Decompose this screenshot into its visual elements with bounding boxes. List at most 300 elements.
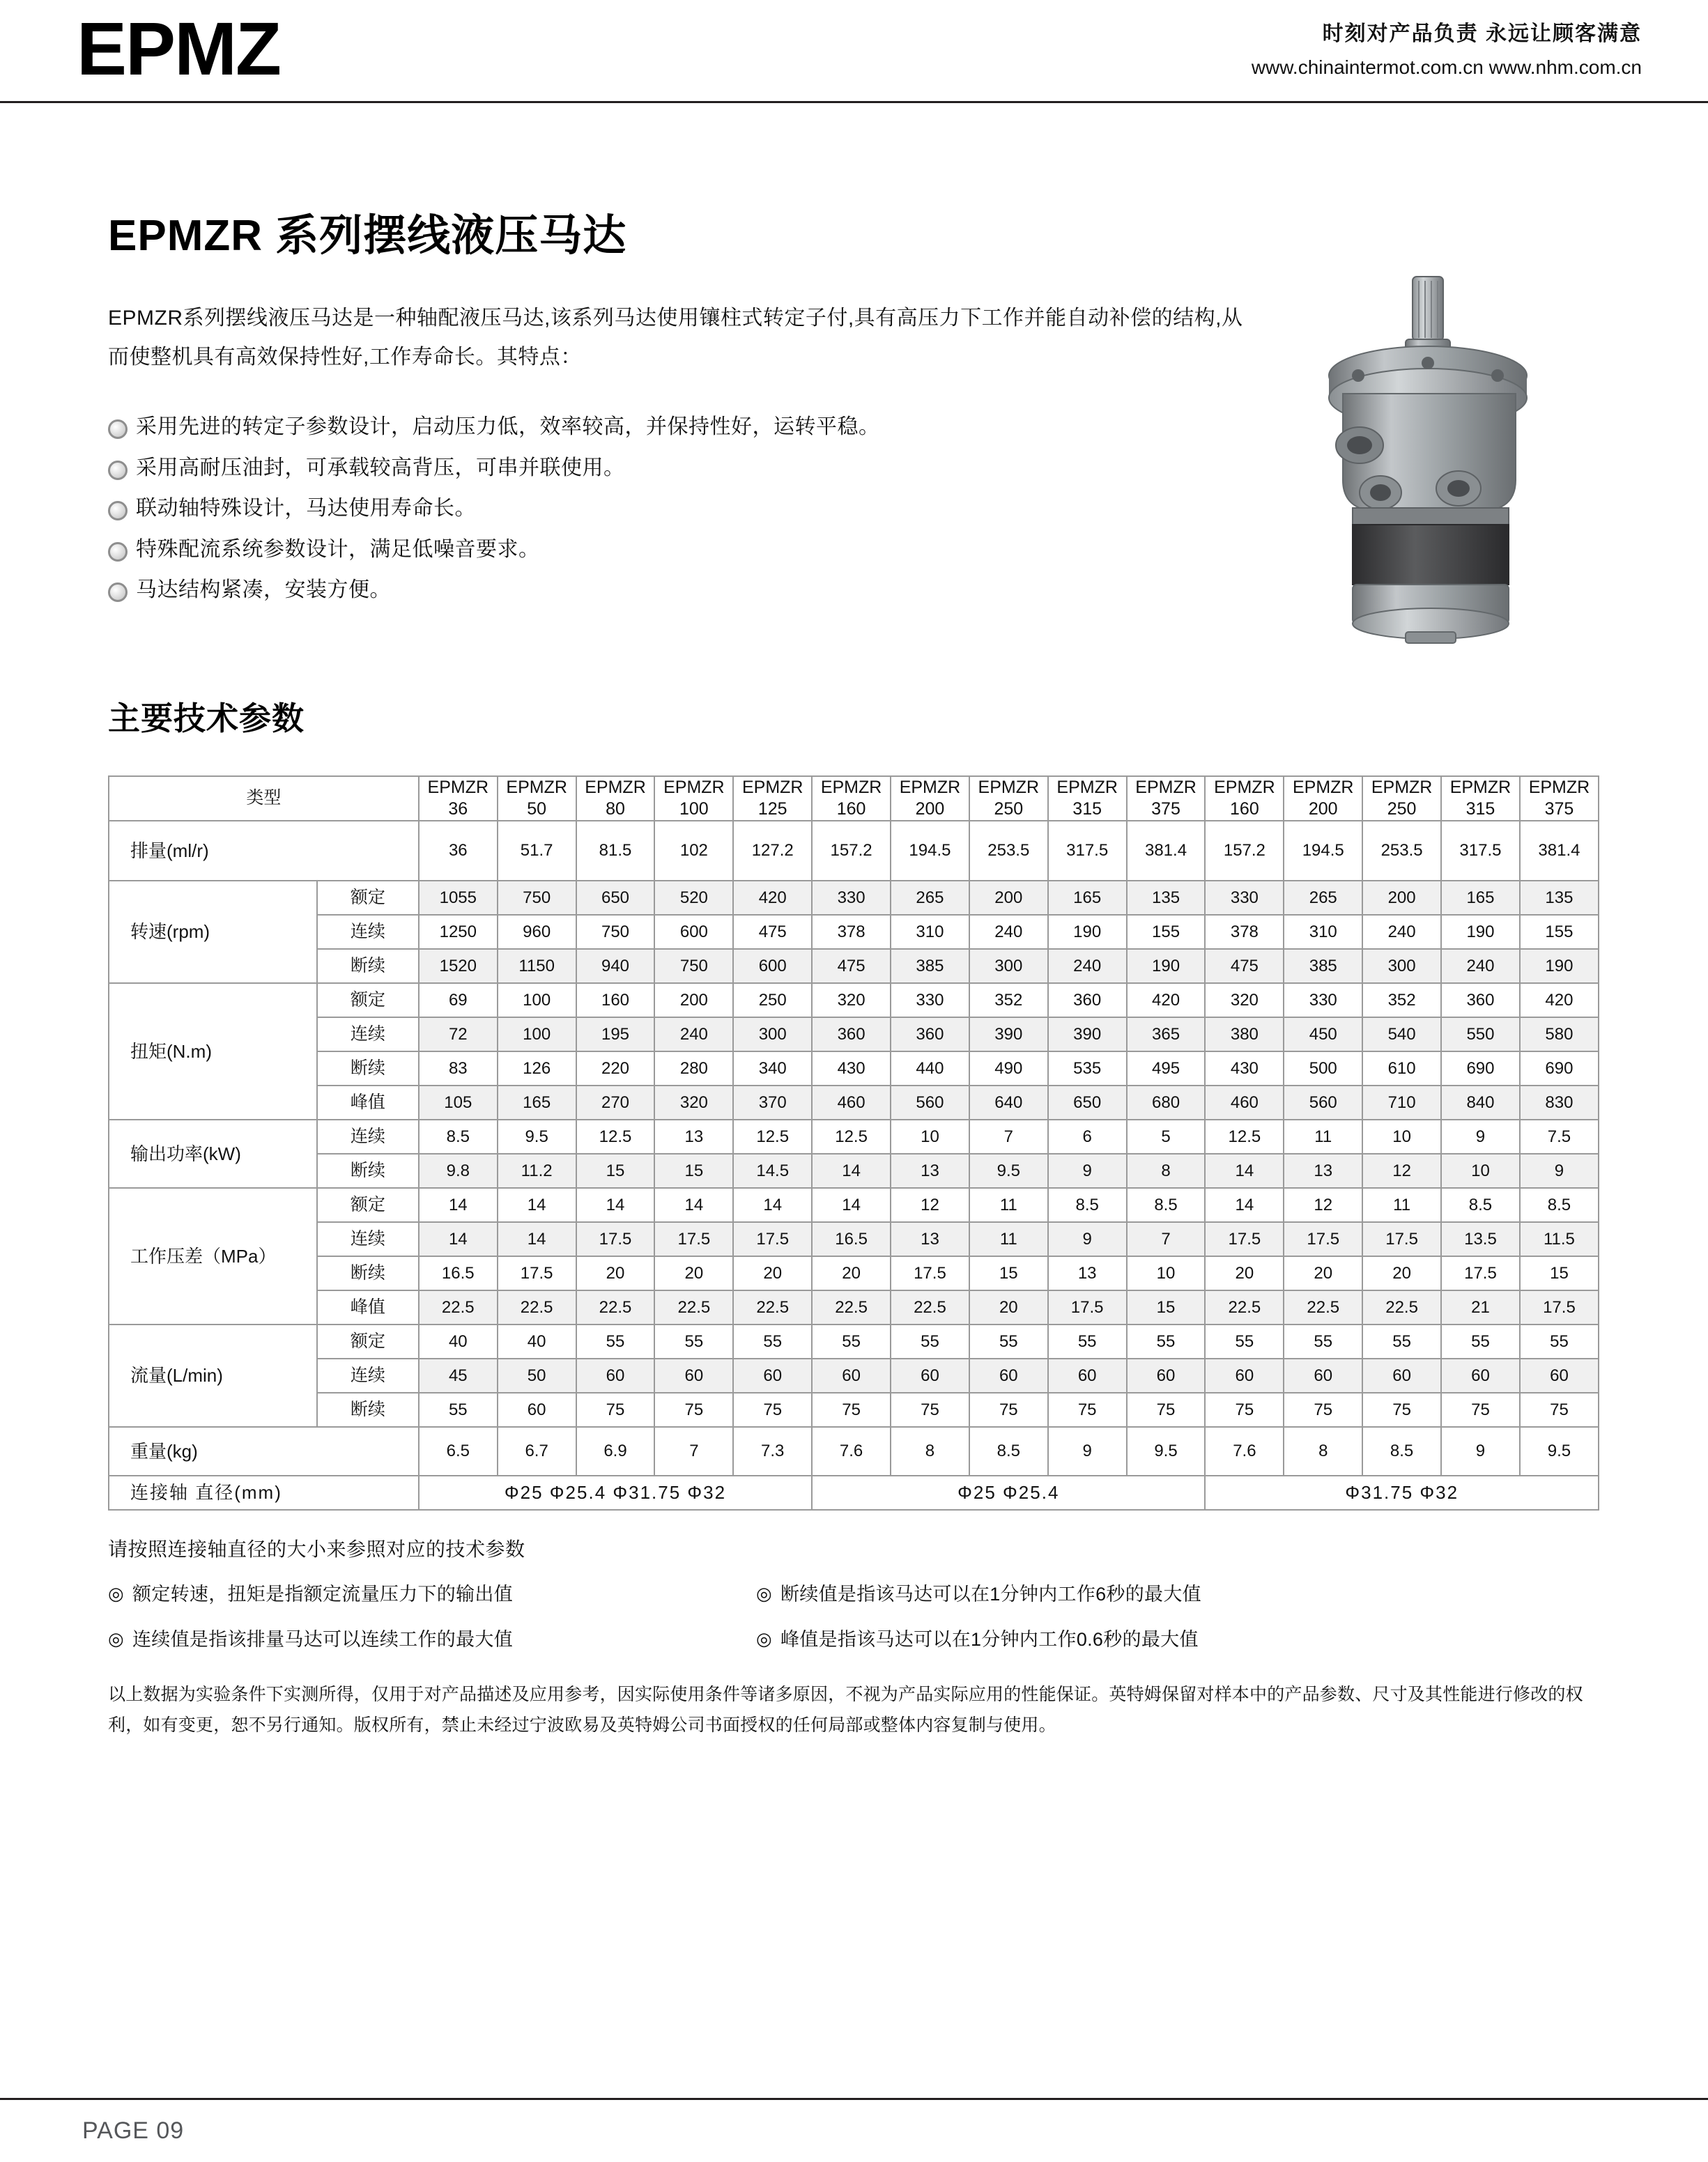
cell: 750 [498,881,576,915]
cell: 540 [1362,1017,1441,1051]
cell: 370 [733,1086,812,1120]
list-item [108,448,1251,489]
cell: 55 [419,1393,498,1427]
note-lead: 请按照连接轴直径的大小来参照对应的技术参数 [108,1538,525,1560]
cell: 310 [1284,915,1362,949]
table-row [109,821,1599,881]
cell: 378 [812,915,891,949]
table-row [109,1393,1599,1427]
column-name: EPMZR [1449,777,1511,797]
cell: 500 [1284,1051,1362,1086]
cell: 14 [498,1188,576,1222]
feature-text: 联动轴特殊设计，马达使用寿命长。 [136,497,476,520]
note-item [108,1580,756,1609]
cell: 194.5 [1284,821,1362,881]
cell: 14 [419,1222,498,1256]
column-code: 36 [448,798,468,819]
row-sublabel: 峰值 [317,1086,419,1120]
cell: 240 [1441,949,1520,983]
cell: 22.5 [1362,1290,1441,1325]
cell: 830 [1520,1086,1599,1120]
column-code: 200 [915,798,945,819]
cell: 320 [654,1086,733,1120]
cell: 22.5 [654,1290,733,1325]
cell: 165 [1048,881,1127,915]
table-row [109,1256,1599,1290]
feature-text: 特殊配流系统参数设计，满足低噪音要求。 [136,537,540,561]
cell: 310 [891,915,969,949]
cell: 36 [419,821,498,881]
page-title: EPMZR 系列摆线液压马达 [108,212,627,260]
column-header [733,776,812,821]
cell: 352 [1362,983,1441,1017]
cell: 195 [576,1017,655,1051]
cell: 102 [654,821,733,881]
row-label: 转速(rpm) [109,881,317,983]
cell: 50 [498,1359,576,1393]
cell: 190 [1520,949,1599,983]
cell: 55 [576,1325,655,1359]
table-row [109,1120,1599,1154]
cell: 60 [1127,1359,1206,1393]
column-header [969,776,1048,821]
cell: 8 [1284,1427,1362,1476]
cell: 253.5 [969,821,1048,881]
cell: 330 [891,983,969,1017]
column-name: EPMZR [1135,777,1197,797]
column-name: EPMZR [1214,777,1275,797]
table-row [109,881,1599,915]
table-row [109,1154,1599,1188]
cell: 12 [891,1188,969,1222]
cell: 13 [891,1222,969,1256]
cell: 11 [969,1188,1048,1222]
cell: 320 [1205,983,1284,1017]
column-name: EPMZR [1292,777,1354,797]
cell: 135 [1127,881,1206,915]
cell: 22.5 [1205,1290,1284,1325]
cell: 11.5 [1520,1222,1599,1256]
cell: 17.5 [891,1256,969,1290]
row-label: 扭矩(N.m) [109,983,317,1120]
cell: 160 [576,983,655,1017]
cell: 475 [812,949,891,983]
cell: 250 [733,983,812,1017]
cell: 430 [812,1051,891,1086]
cell: 8.5 [1127,1188,1206,1222]
feature-text: 采用高耐压油封，可承载较高背压，可串并联使用。 [136,456,625,479]
header-urls: www.chinaintermot.com.cn www.nhm.com.cn [1251,56,1642,78]
cell: 16.5 [812,1222,891,1256]
column-header [1284,776,1362,821]
cell: 22.5 [576,1290,655,1325]
page-number: PAGE 09 [82,2117,185,2144]
specifications-table [108,775,1599,1511]
cell: 9.5 [1127,1427,1206,1476]
row-sublabel: 额定 [317,881,419,915]
cell: 55 [1284,1325,1362,1359]
column-name: EPMZR [1528,777,1590,797]
cell: 6.5 [419,1427,498,1476]
cell: 40 [498,1325,576,1359]
cell: 17.5 [1048,1290,1127,1325]
cell: 300 [969,949,1048,983]
column-name: EPMZR [427,777,489,797]
cell: 11 [1362,1188,1441,1222]
table-row [109,1188,1599,1222]
row-sublabel: 断续 [317,1393,419,1427]
cell: 14 [498,1222,576,1256]
cell: 20 [733,1256,812,1290]
cell: 157.2 [1205,821,1284,881]
cell: 1150 [498,949,576,983]
row-sublabel: 断续 [317,1051,419,1086]
cell: 135 [1520,881,1599,915]
cell: 420 [1520,983,1599,1017]
column-code: 315 [1465,798,1495,819]
cell: 385 [891,949,969,983]
cell: 17.5 [733,1222,812,1256]
cell: 100 [498,983,576,1017]
note-item [756,1626,1404,1654]
column-header [1205,776,1284,821]
cell: 190 [1127,949,1206,983]
cell: 495 [1127,1051,1206,1086]
cell: 220 [576,1051,655,1086]
cell: 6 [1048,1120,1127,1154]
cell: 127.2 [733,821,812,881]
cell: 17.5 [498,1256,576,1290]
note-item [108,1626,756,1654]
cell: 8 [891,1427,969,1476]
cell: 13 [891,1154,969,1188]
row-sublabel: 连续 [317,1120,419,1154]
cell: 75 [891,1393,969,1427]
cell: 22.5 [1284,1290,1362,1325]
cell: 381.4 [1127,821,1206,881]
cell: 20 [654,1256,733,1290]
cell: 7 [1127,1222,1206,1256]
cell: 14 [654,1188,733,1222]
column-name: EPMZR [741,777,803,797]
cell: 560 [1284,1086,1362,1120]
cell: 13 [654,1120,733,1154]
cell: 240 [1048,949,1127,983]
cell: 240 [969,915,1048,949]
shaft-group: Φ31.75 Φ32 [1205,1476,1599,1510]
cell: 75 [1520,1393,1599,1427]
cell: 55 [733,1325,812,1359]
cell: 960 [498,915,576,949]
column-name: EPMZR [585,777,646,797]
cell: 9 [1048,1154,1127,1188]
cell: 9.8 [419,1154,498,1188]
cell: 75 [1205,1393,1284,1427]
cell: 9 [1441,1427,1520,1476]
cell: 60 [1520,1359,1599,1393]
column-name: EPMZR [899,777,961,797]
cell: 55 [1127,1325,1206,1359]
cell: 9 [1048,1427,1127,1476]
cell: 490 [969,1051,1048,1086]
column-header [1048,776,1127,821]
cell: 9.5 [1520,1427,1599,1476]
row-sublabel: 断续 [317,1256,419,1290]
bullet-dot-icon [108,419,128,439]
cell: 580 [1520,1017,1599,1051]
cell: 55 [812,1325,891,1359]
cell: 240 [1362,915,1441,949]
cell: 60 [498,1393,576,1427]
cell: 55 [654,1325,733,1359]
column-name: EPMZR [1056,777,1118,797]
cell: 690 [1520,1051,1599,1086]
cell: 460 [1205,1086,1284,1120]
cell: 8.5 [969,1427,1048,1476]
column-name: EPMZR [506,777,567,797]
cell: 440 [891,1051,969,1086]
cell: 51.7 [498,821,576,881]
cell: 750 [654,949,733,983]
cell: 17.5 [1284,1222,1362,1256]
cell: 22.5 [733,1290,812,1325]
shaft-group: Φ25 Φ25.4 [812,1476,1205,1510]
column-header [1127,776,1206,821]
cell: 360 [891,1017,969,1051]
product-photo [1276,271,1603,661]
bullet-dot-icon [108,501,128,520]
column-code: 160 [1230,798,1259,819]
cell: 20 [1205,1256,1284,1290]
row-label: 重量(kg) [109,1427,419,1476]
circle-icon: ◎ [756,1583,772,1604]
cell: 60 [1362,1359,1441,1393]
column-code: 100 [679,798,709,819]
cell: 7.5 [1520,1120,1599,1154]
cell: 300 [733,1017,812,1051]
cell: 190 [1441,915,1520,949]
intro-section [108,299,1603,611]
cell: 126 [498,1051,576,1086]
row-label: 流量(L/min) [109,1325,317,1427]
cell: 360 [812,1017,891,1051]
row-sublabel: 连续 [317,1222,419,1256]
section-title: 主要技术参数 [108,700,305,736]
cell: 10 [1441,1154,1520,1188]
cell: 8 [1127,1154,1206,1188]
cell: 8.5 [1362,1427,1441,1476]
cell: 380 [1205,1017,1284,1051]
cell: 55 [891,1325,969,1359]
cell: 10 [1362,1120,1441,1154]
cell: 75 [1127,1393,1206,1427]
column-code: 50 [527,798,547,819]
cell: 240 [654,1017,733,1051]
bullet-dot-icon [108,461,128,480]
cell: 165 [498,1086,576,1120]
column-header [576,776,655,821]
cell: 72 [419,1017,498,1051]
note-text: 额定转速，扭矩是指额定流量压力下的输出值 [132,1584,513,1605]
cell: 60 [654,1359,733,1393]
cell: 60 [969,1359,1048,1393]
cell: 8.5 [1048,1188,1127,1222]
cell: 17.5 [1362,1222,1441,1256]
cell: 200 [969,881,1048,915]
cell: 16.5 [419,1256,498,1290]
cell: 75 [1441,1393,1520,1427]
cell: 10 [1127,1256,1206,1290]
cell: 83 [419,1051,498,1086]
cell: 460 [812,1086,891,1120]
cell: 7.6 [1205,1427,1284,1476]
page-header [0,0,1708,103]
cell: 8.5 [419,1120,498,1154]
header-contact [1252,19,1642,82]
cell: 14 [1205,1188,1284,1222]
cell: 14 [1205,1154,1284,1188]
row-sublabel: 额定 [317,1325,419,1359]
cell: 155 [1520,915,1599,949]
cell: 475 [733,915,812,949]
cell: 75 [1362,1393,1441,1427]
cell: 81.5 [576,821,655,881]
cell: 550 [1441,1017,1520,1051]
cell: 12.5 [1205,1120,1284,1154]
cell: 430 [1205,1051,1284,1086]
cell: 9.5 [969,1154,1048,1188]
cell: 365 [1127,1017,1206,1051]
cell: 11 [969,1222,1048,1256]
cell: 690 [1441,1051,1520,1086]
list-item [108,530,1251,571]
column-header [1441,776,1520,821]
cell: 1055 [419,881,498,915]
cell: 7 [969,1120,1048,1154]
cell: 14 [419,1188,498,1222]
intro-paragraph: EPMZR系列摆线液压马达是一种轴配液压马达,该系列马达使用镶柱式转定子付,具有高压力下工作并能自动补偿的结构,从而使整机具有高效保持性好,工作寿命长。其特点： [108,307,1243,369]
cell: 520 [654,881,733,915]
cell: 420 [733,881,812,915]
table-row [109,983,1599,1017]
cell: 317.5 [1441,821,1520,881]
cell: 194.5 [891,821,969,881]
cell: 20 [576,1256,655,1290]
cell: 75 [576,1393,655,1427]
table-row [109,1086,1599,1120]
cell: 640 [969,1086,1048,1120]
column-header [419,776,498,821]
row-sublabel: 连续 [317,915,419,949]
column-code: 375 [1544,798,1574,819]
cell: 55 [1205,1325,1284,1359]
header-slogan: 时刻对产品负责 永远让顾客满意 [1322,22,1642,46]
cell: 535 [1048,1051,1127,1086]
cell: 20 [812,1256,891,1290]
cell: 5 [1127,1120,1206,1154]
cell: 360 [1441,983,1520,1017]
cell: 200 [654,983,733,1017]
feature-text: 采用先进的转定子参数设计，启动压力低，效率较高，并保持性好，运转平稳。 [136,415,880,438]
cell: 12.5 [812,1120,891,1154]
cell: 420 [1127,983,1206,1017]
cell: 14.5 [733,1154,812,1188]
cell: 680 [1127,1086,1206,1120]
cell: 8.5 [1441,1188,1520,1222]
list-item [108,407,1251,448]
cell: 330 [1205,881,1284,915]
cell: 8.5 [1520,1188,1599,1222]
cell: 60 [1441,1359,1520,1393]
cell: 600 [733,949,812,983]
column-code: 250 [994,798,1024,819]
cell: 11 [1284,1120,1362,1154]
cell: 9 [1441,1120,1520,1154]
cell: 940 [576,949,655,983]
row-sublabel: 断续 [317,949,419,983]
cell: 6.7 [498,1427,576,1476]
cell: 390 [969,1017,1048,1051]
cell: 14 [812,1188,891,1222]
cell: 60 [1284,1359,1362,1393]
disclaimer-text: 以上数据为实验条件下实测所得，仅用于对产品描述及应用参考，因实际使用条件等诸多原因，不视为产品实际应用的性能保证。英特姆保留对样本中的产品参数、尺寸及其性能进行修改的权利，如有变更，恕不另行通知。版权所有，禁止未经过宁波欧易及英特姆公司书面授权的任何局部或整体内容复制与使用。 [108,1685,1583,1735]
header-type-label: 类型 [109,776,419,821]
column-header [1520,776,1599,821]
row-label: 排量(ml/r) [109,821,419,881]
cell: 15 [1520,1256,1599,1290]
cell: 15 [1127,1290,1206,1325]
cell: 300 [1362,949,1441,983]
note-text: 连续值是指该排量马达可以连续工作的最大值 [132,1628,513,1650]
cell: 22.5 [891,1290,969,1325]
row-sublabel: 额定 [317,983,419,1017]
cell: 1520 [419,949,498,983]
column-code: 125 [757,798,787,819]
column-header [812,776,891,821]
column-code: 200 [1308,798,1338,819]
cell: 55 [969,1325,1048,1359]
cell: 450 [1284,1017,1362,1051]
table-header-row [109,776,1599,821]
cell: 11.2 [498,1154,576,1188]
note-text: 断续值是指该马达可以在1分钟内工作6秒的最大值 [780,1584,1201,1605]
cell: 330 [812,881,891,915]
cell: 22.5 [812,1290,891,1325]
feature-text: 马达结构紧凑，安装方便。 [136,578,391,601]
table-row [109,1051,1599,1086]
row-sublabel: 额定 [317,1188,419,1222]
table-row [109,1325,1599,1359]
column-name: EPMZR [820,777,882,797]
column-header [891,776,969,821]
row-label: 输出功率(kW) [109,1120,317,1188]
cell: 75 [812,1393,891,1427]
cell: 55 [1520,1325,1599,1359]
cell: 253.5 [1362,821,1441,881]
row-sublabel: 连续 [317,1017,419,1051]
column-code: 250 [1387,798,1417,819]
cell: 17.5 [576,1222,655,1256]
cell: 21 [1441,1290,1520,1325]
circle-icon: ◎ [108,1583,124,1604]
column-name: EPMZR [1371,777,1433,797]
cell: 17.5 [654,1222,733,1256]
cell: 190 [1048,915,1127,949]
cell: 12 [1284,1188,1362,1222]
cell: 7 [654,1427,733,1476]
table-row [109,1359,1599,1393]
cell: 270 [576,1086,655,1120]
